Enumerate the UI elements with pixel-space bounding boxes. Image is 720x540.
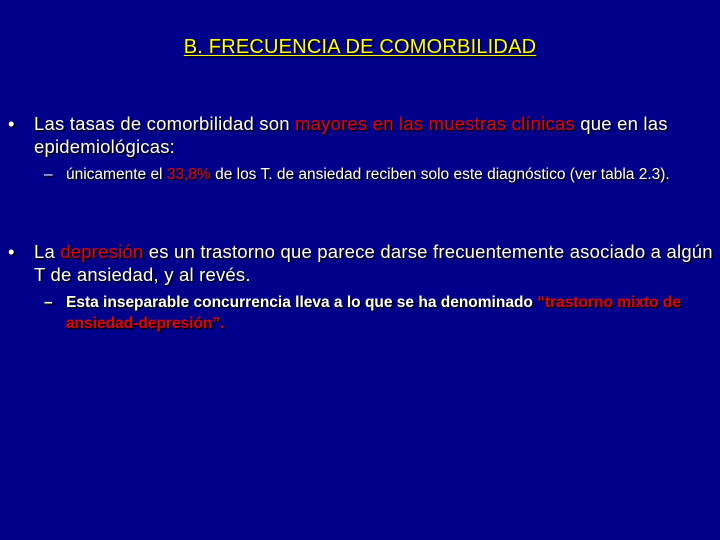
subbullet-text-highlight: 33,8% — [166, 166, 211, 183]
subbullet-text — [66, 292, 696, 334]
bullet-mark: • — [8, 113, 15, 134]
bullet-mark: • — [8, 241, 15, 262]
bullet-text-highlight: mayores en las muestras clínicas — [295, 113, 575, 134]
bullet-text-post: es un trastorno que parece darse frecuentemente asociado a algún T de ansiedad, y al revés. — [34, 241, 713, 285]
subbullet-mark: – — [44, 166, 53, 183]
bullet-text — [34, 112, 714, 158]
subbullet-text-highlight: “trastorno mixto de ansiedad-depresión”. — [66, 294, 682, 332]
subbullet-text-pre: Esta inseparable concurrencia lleva a lo que se ha denominado — [66, 294, 538, 311]
subbullet-text-pre: únicamente el — [66, 166, 167, 183]
bullet-text — [34, 240, 714, 286]
bullet-text-pre: Las tasas de comorbilidad son — [34, 113, 296, 134]
bullet-text-post: que en las epidemiológicas: — [34, 113, 668, 157]
subbullet-text-post: de los T. de ansiedad reciben solo este diagnóstico (ver tabla 2.3). — [210, 166, 670, 183]
bullet-text-pre: La — [34, 241, 61, 262]
subbullet-mark: – — [44, 294, 53, 311]
slide-title: B. FRECUENCIA DE COMORBILIDAD — [183, 36, 537, 58]
bullet-text-highlight: depresión — [60, 241, 144, 262]
subbullet-text — [66, 164, 696, 185]
